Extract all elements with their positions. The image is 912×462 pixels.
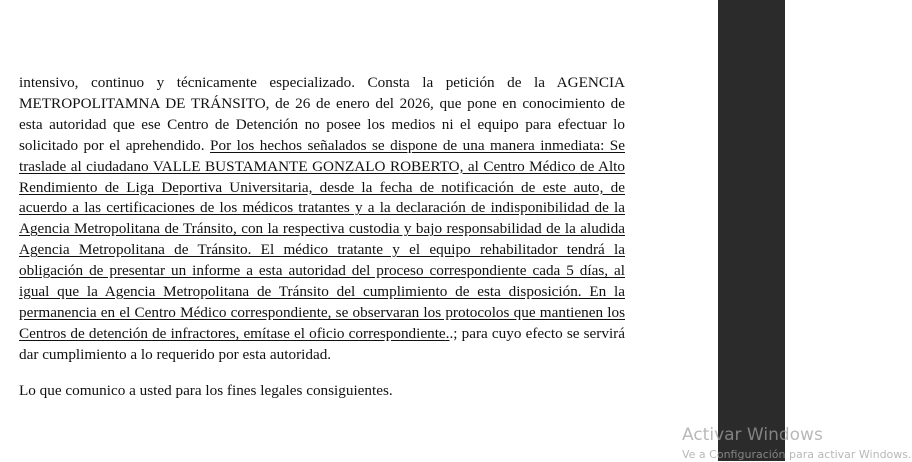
trailing-punctuation: .;: [449, 324, 462, 342]
resolution-paragraph: [19, 73, 625, 366]
underlined-period: .: [445, 324, 450, 342]
watermark-subtitle: Ve a Configuración para activar Windows.: [682, 448, 912, 461]
watermark-title: Activar Windows: [682, 425, 823, 445]
document-body: [19, 73, 625, 402]
paragraph-intro-text: intensivo, continuo y técnicamente especializado. Consta la petición de la AGENCIA METROPOLITAMNA DE TRÁNSITO, de 26 de enero del 2026, que pone en conocimiento de esta autoridad que ese Centro de Detención no posee los medios ni el equipo para efectuar lo solicitado por el aprehendido.: [19, 74, 625, 154]
underlined-resolution-text: Por los hechos señalados se dispone de una manera inmediata: Se traslade al ciudadano VALLE BUSTAMANTE GONZALO ROBERTO, al Centro Médico de Alto Rendimiento de Liga Deportiva Universitaria, desde la fecha de notificación de este auto, de acuerdo a las certificaciones de los médicos tratantes y a la declaración de indisponibilidad de la Agencia Metropolitana de Tránsito, con la respectiva custodia y bajo responsabilidad de la aludida Agencia Metropolitana de Tránsito. El médico tratante y el equipo rehabilitador tendrá la obligación de presentar un informe a esta autoridad del proceso correspondiente cada 5 días, al igual que la Agencia Metropolitana de Tránsito del cumplimiento de esta disposición. En la permanencia en el Centro Médico correspondiente, se observaran los protocolos que mantienen los Centros de detención de infractores, emítase el oficio correspondiente: [19, 136, 625, 342]
dark-side-panel: [718, 0, 785, 461]
paragraph-outro-text: para cuyo efecto se servirá dar cumplimiento a lo requerido por esta autoridad.: [19, 324, 625, 363]
closing-paragraph: Lo que comunico a usted para los fines legales consiguientes.: [19, 381, 393, 399]
